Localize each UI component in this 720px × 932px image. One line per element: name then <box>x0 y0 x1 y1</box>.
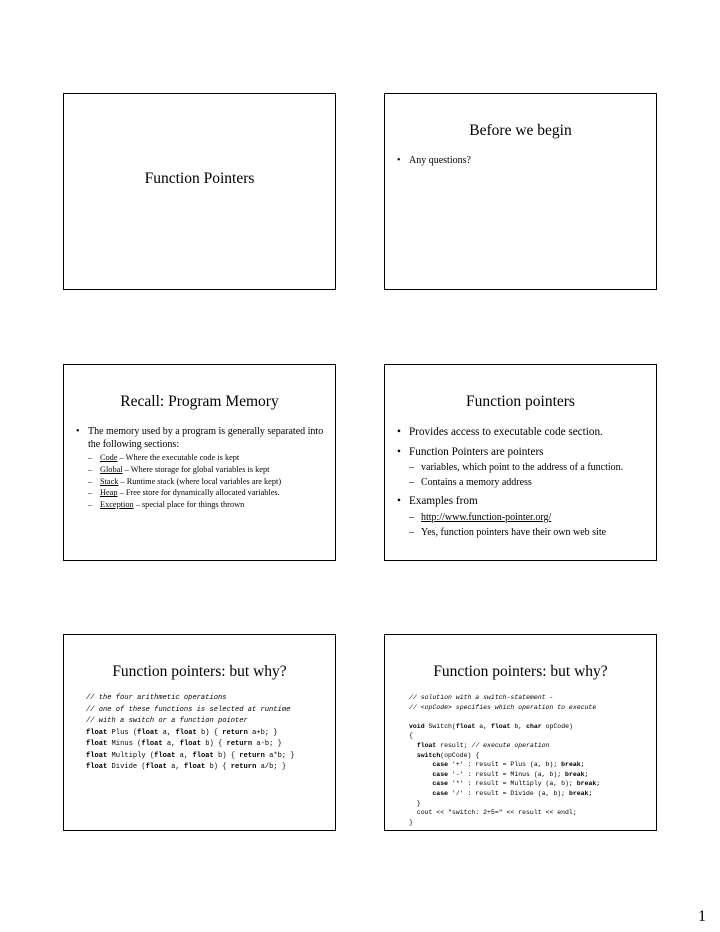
slide-4 <box>384 364 657 561</box>
memory-section-desc: – Runtime stack (where local variables are kept) <box>118 476 282 486</box>
code-token <box>409 780 432 787</box>
slide-1 <box>63 93 336 290</box>
code-token: Plus ( <box>107 728 138 737</box>
sub-bullet-item <box>88 453 329 464</box>
code-line <box>86 705 331 717</box>
slide-3 <box>63 364 336 561</box>
bullet-list <box>395 425 650 544</box>
sub-bullet-item: – Contains a memory address <box>409 476 650 489</box>
memory-section-term: Exception <box>100 500 134 510</box>
code-line <box>409 731 652 741</box>
sub-bullet-item <box>88 500 329 511</box>
code-token: float <box>192 751 214 760</box>
code-token: float <box>179 740 201 748</box>
code-token: float <box>141 740 163 748</box>
bullet-item: • Provides access to executable code section. <box>395 425 650 440</box>
slide-6 <box>384 634 657 831</box>
sub-bullet-item <box>88 465 329 476</box>
bullet-item <box>74 425 329 511</box>
memory-section-desc: – Where the executable code is kept <box>117 453 240 462</box>
code-token: b) { <box>205 763 231 771</box>
code-token: return <box>226 740 253 748</box>
code-token <box>409 761 432 768</box>
code-line <box>409 722 652 732</box>
code-token <box>409 742 417 749</box>
code-line <box>409 789 652 799</box>
code-token: b) { <box>200 740 227 748</box>
code-token: float <box>455 722 476 730</box>
code-token: break; <box>568 789 593 797</box>
code-token: Multiply ( <box>107 751 155 760</box>
code-token: a/b; } <box>256 763 287 771</box>
code-line <box>409 703 652 713</box>
code-token <box>409 752 417 759</box>
memory-section-term: Code <box>100 453 118 462</box>
code-line <box>409 818 652 828</box>
code-token: return <box>222 728 248 737</box>
code-line <box>409 779 652 789</box>
code-token: '/' : result = Divide (a, b); <box>448 789 569 797</box>
code-token: a, <box>175 751 193 760</box>
code-token: char <box>526 722 542 730</box>
code-line <box>409 693 652 703</box>
code-token: float <box>175 728 197 737</box>
bullet-item <box>395 494 650 539</box>
code-token: // execute operation <box>471 741 550 749</box>
sub-bullet-list <box>409 461 650 489</box>
code-token: case <box>432 761 449 769</box>
code-token: a, <box>158 728 176 737</box>
code-token <box>409 713 413 720</box>
memory-section-desc: – Free store for dynamically allocated variables. <box>117 488 280 498</box>
code-token: Divide ( <box>107 763 146 771</box>
bullet-text: The memory used by a program is generally separated into the following sections: <box>88 426 324 450</box>
code-token: Minus ( <box>107 740 142 748</box>
code-token <box>409 771 432 778</box>
code-line <box>409 760 652 770</box>
code-token: } <box>409 799 421 807</box>
code-token: return <box>239 751 265 760</box>
code-block <box>86 693 331 774</box>
code-token: a, <box>162 740 180 748</box>
bullet-list <box>395 154 650 172</box>
code-token: b) { <box>213 751 240 760</box>
slide-title: Function pointers: but why? <box>433 663 608 680</box>
memory-section-term: Stack <box>100 476 119 486</box>
code-token: case <box>432 770 449 778</box>
sub-bullet-item <box>88 488 329 499</box>
bullet-text: Examples from <box>409 495 478 508</box>
code-token: (opCode) { <box>440 751 480 759</box>
code-token: { <box>409 732 413 740</box>
code-line <box>86 716 331 728</box>
code-token: float <box>86 751 108 760</box>
slide-5 <box>63 634 336 831</box>
code-token: '*' : result = Multiply (a, b); <box>448 780 577 788</box>
bullet-item <box>395 445 650 490</box>
code-token: case <box>432 789 449 797</box>
code-token: a-b; } <box>252 740 282 748</box>
code-token: return <box>230 763 257 771</box>
code-block <box>409 693 652 827</box>
website-link[interactable]: http://www.function-pointer.org/ <box>421 511 552 523</box>
sub-bullet-item: – variables, which point to the address of a function. <box>409 461 650 474</box>
slide-title: Function Pointers <box>144 170 255 187</box>
code-token: switch <box>416 751 441 759</box>
code-token: float <box>86 728 108 737</box>
memory-section-desc: – special place for things thrown <box>133 500 245 510</box>
code-line <box>409 799 652 809</box>
code-token: opCode) <box>541 722 573 730</box>
sub-bullet-list <box>409 511 650 539</box>
code-token: // one of these functions is selected at runtime <box>86 705 291 714</box>
code-line <box>86 762 331 774</box>
code-token: } <box>409 818 413 826</box>
code-token: break; <box>576 780 601 788</box>
code-token: // with a switch or a function pointer <box>86 717 248 725</box>
code-token: Switch( <box>424 722 456 730</box>
bullet-list <box>74 425 329 516</box>
code-token: // the four arithmetic operations <box>86 694 227 702</box>
code-line <box>86 728 331 740</box>
code-token: cout << "switch: 2+5=" << result << endl; <box>409 809 577 817</box>
code-token: case <box>432 780 449 788</box>
code-token: b, <box>510 722 527 730</box>
memory-section-term: Global <box>100 464 123 474</box>
code-line <box>409 808 652 818</box>
code-token: // solution with a switch-statement - <box>409 694 554 701</box>
slide-title: Before we begin <box>469 122 572 139</box>
sub-bullet-list <box>88 453 329 511</box>
slide-title: Recall: Program Memory <box>120 393 279 410</box>
code-token: float <box>145 763 167 771</box>
code-line <box>86 751 331 763</box>
sub-bullet-item: – Yes, function pointers have their own web site <box>409 526 650 539</box>
code-token: '+' : result = Plus (a, b); <box>448 761 562 769</box>
code-token: a, <box>166 763 184 771</box>
code-token: void <box>409 722 425 730</box>
code-token: float <box>183 763 206 771</box>
code-token: float <box>490 722 511 730</box>
code-token: '-' : result = Minus (a, b); <box>448 770 566 778</box>
code-token: a*b; } <box>264 751 295 760</box>
code-line <box>409 770 652 780</box>
code-line <box>409 712 652 722</box>
code-token: a, <box>475 722 491 730</box>
sub-bullet-item <box>409 511 650 524</box>
code-token: float <box>154 751 176 760</box>
code-line <box>409 741 652 751</box>
bullet-text: Function Pointers are pointers <box>409 445 544 458</box>
bullet-item: • Any questions? <box>395 154 650 167</box>
code-line <box>409 751 652 761</box>
slide-title: Function pointers <box>466 393 575 410</box>
code-token: // <opCode> specifies which operation to execute <box>409 703 597 711</box>
slide-title: Function pointers: but why? <box>112 663 287 680</box>
code-token: float <box>86 763 108 771</box>
memory-section-desc: – Where storage for global variables is kept <box>122 464 270 474</box>
sub-bullet-item <box>88 477 329 488</box>
code-token: b) { <box>196 728 223 737</box>
code-token: result; <box>436 741 472 749</box>
memory-section-term: Heap <box>100 488 118 498</box>
code-token: a+b; } <box>247 728 278 737</box>
code-token: break; <box>565 770 589 778</box>
code-token <box>409 790 432 797</box>
slide-2 <box>384 93 657 290</box>
code-token: float <box>416 741 437 749</box>
code-token: float <box>137 728 159 737</box>
code-line <box>86 693 331 705</box>
code-line <box>86 739 331 751</box>
code-token: break; <box>561 761 585 769</box>
code-token: float <box>86 740 108 748</box>
page-number: 1 <box>698 908 706 925</box>
